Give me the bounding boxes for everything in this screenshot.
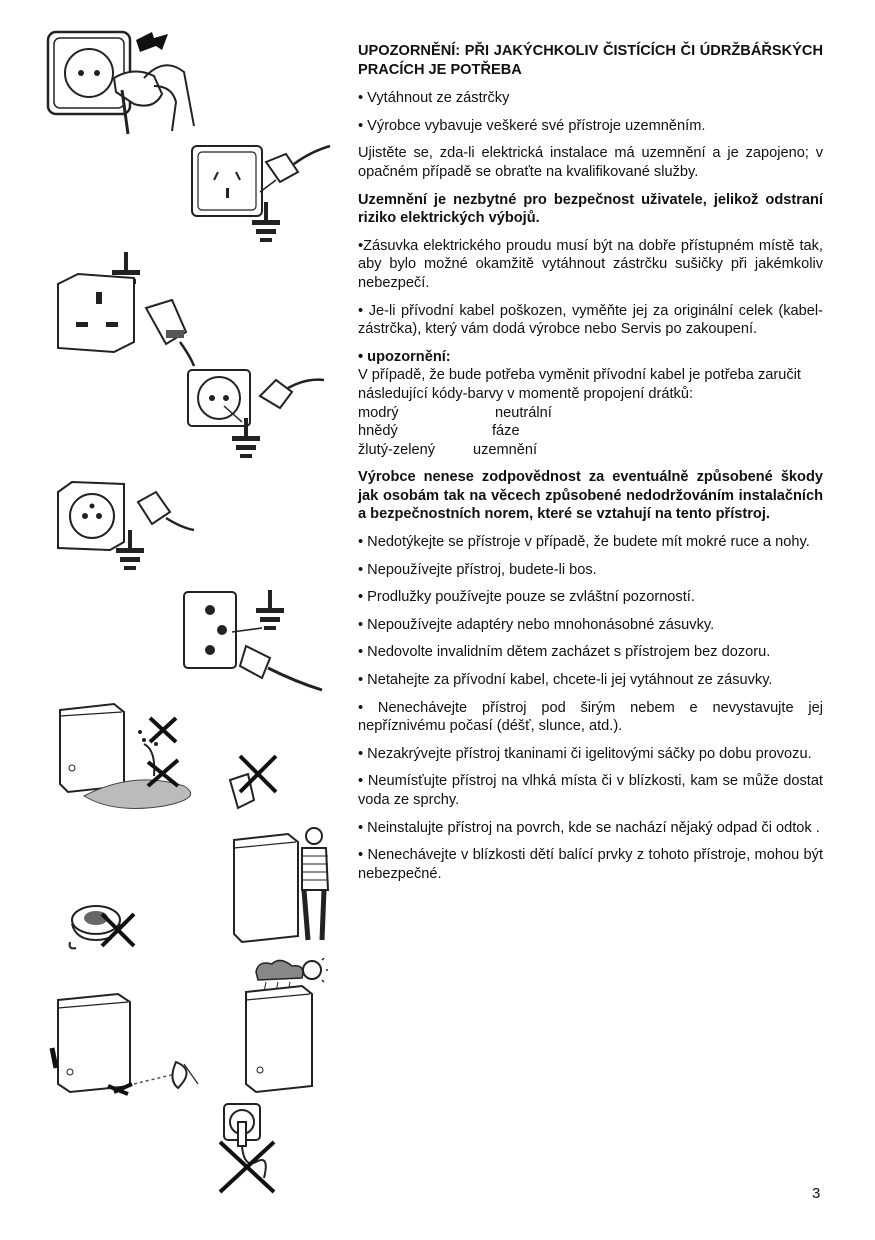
paragraph-liability: Výrobce nenese zodpovědnost za eventuálně způsobené škody jak osobám tak na věcech způsobené nedodržováním instalačních a bezpečnostních norem, které se vztahují na tento přístroj. xyxy=(358,469,823,523)
bullet-item: • Nenechávejte v blízkosti dětí balící prvky z tohoto přístroje, mohou být nebezpečné. xyxy=(358,847,823,882)
uk-socket-illustration xyxy=(54,248,204,368)
paragraph-check-installation: Ujistěte se, zda-li elektrická instalace má uzemnění a je zapojeno; v opačném případě se obraťte na kvalifikované služby. xyxy=(358,145,823,180)
section-heading: UPOZORNĚNÍ: PŘI JAKÝCHKOLIV ČISTÍCÍCH ČI ÚDRŽBÁŘSKÝCH PRACÍCH JE POTŘEBA xyxy=(358,43,823,78)
paragraph-damaged-cable: • Je-li přívodní kabel poškozen, vyměňte jej za originální celek (kabel-zástrčka), který vám dodá výrobce nebo Servis po zakoupení. xyxy=(358,302,823,338)
wire-meaning: neutrální xyxy=(495,404,552,421)
paragraph-unplug: • Vytáhnout ze zástrčky xyxy=(358,90,510,107)
grounded-socket-illustration-1 xyxy=(190,138,340,248)
damp-place-illustration xyxy=(48,988,208,1100)
weather-exposure-illustration xyxy=(236,958,336,1098)
wire-color: hnědý xyxy=(358,423,398,440)
wire-meaning: uzemnění xyxy=(473,441,538,458)
machine-with-person-illustration xyxy=(228,826,338,946)
wire-color: žlutý-zelený xyxy=(358,441,436,458)
warning-text: V případě, že bude potřeba vyměnit přívodní kabel je potřeba zaručit následující kódy-barvy v momentě propojení drátků: xyxy=(358,367,801,402)
bullet-item: • Nedotýkejte se přístroje v případě, že budete mít mokré ruce a nohy. xyxy=(358,534,810,551)
three-pin-socket-illustration xyxy=(180,586,330,696)
bullet-item: • Nepoužívejte adaptéry nebo mnohonásobné zásuvky. xyxy=(358,616,715,633)
bullet-item: • Neinstalujte přístroj na povrch, kde se nachází nějaký odpad či odtok . xyxy=(358,819,820,836)
bullet-item: • Nezakrývejte přístroj tkaninami či igelitovými sáčky po dobu provozu. xyxy=(358,745,812,762)
bullet-item: • Netahejte za přívodní kabel, chcete-li jej vytáhnout ze zásuvky. xyxy=(358,672,773,689)
unplug-hand-illustration xyxy=(44,26,214,136)
bullet-item: • Prodlužky používejte pouze se zvláštní pozorností. xyxy=(358,589,695,606)
color-code-warning xyxy=(358,348,823,460)
warning-title: • upozornění: xyxy=(358,348,451,365)
page-number: 3 xyxy=(812,1185,821,1202)
instructions-column xyxy=(358,42,823,892)
covered-appliance-illustration xyxy=(66,896,146,956)
bullet-item: • Nepoužívejte přístroj, budete-li bos. xyxy=(358,561,597,578)
bullet-item: • Nedovolte invalidním dětem zacházet s přístrojem bez dozoru. xyxy=(358,644,771,661)
paragraph-grounding-required: Uzemnění je nezbytné pro bezpečnost uživatele, jelikož odstraní riziko elektrických výbojů. xyxy=(358,191,823,227)
wire-color: modrý xyxy=(358,404,399,421)
bullet-item: • Neumísťujte přístroj na vlhká místa či v blízkosti, kam se může dostat voda ze sprchy. xyxy=(358,773,823,808)
bullet-item: • Nenechávejte přístroj pod širým nebem e nevystavujte jej nepříznivému počasí (déšť, slunce, atd.). xyxy=(358,699,823,735)
color-code-list xyxy=(358,404,823,460)
color-code-row xyxy=(358,422,823,441)
paragraph-socket-access: •Zásuvka elektrického proudu musí být na dobře přístupném místě tak, aby bylo možné okamžitě vytáhnout zástrčku sušičky při jakémkoliv nebezpečí. xyxy=(358,237,823,291)
schuko-socket-illustration xyxy=(184,366,334,472)
color-code-row xyxy=(358,404,823,423)
paragraph-grounding: • Výrobce vybavuje veškeré své přístroje uzemněním. xyxy=(358,117,706,134)
wet-hands-feet-illustration xyxy=(44,700,294,820)
pull-cable-crossed-illustration xyxy=(214,1098,284,1194)
color-code-row xyxy=(358,441,823,460)
wire-meaning: fáze xyxy=(492,423,520,440)
french-socket-illustration xyxy=(54,478,204,588)
